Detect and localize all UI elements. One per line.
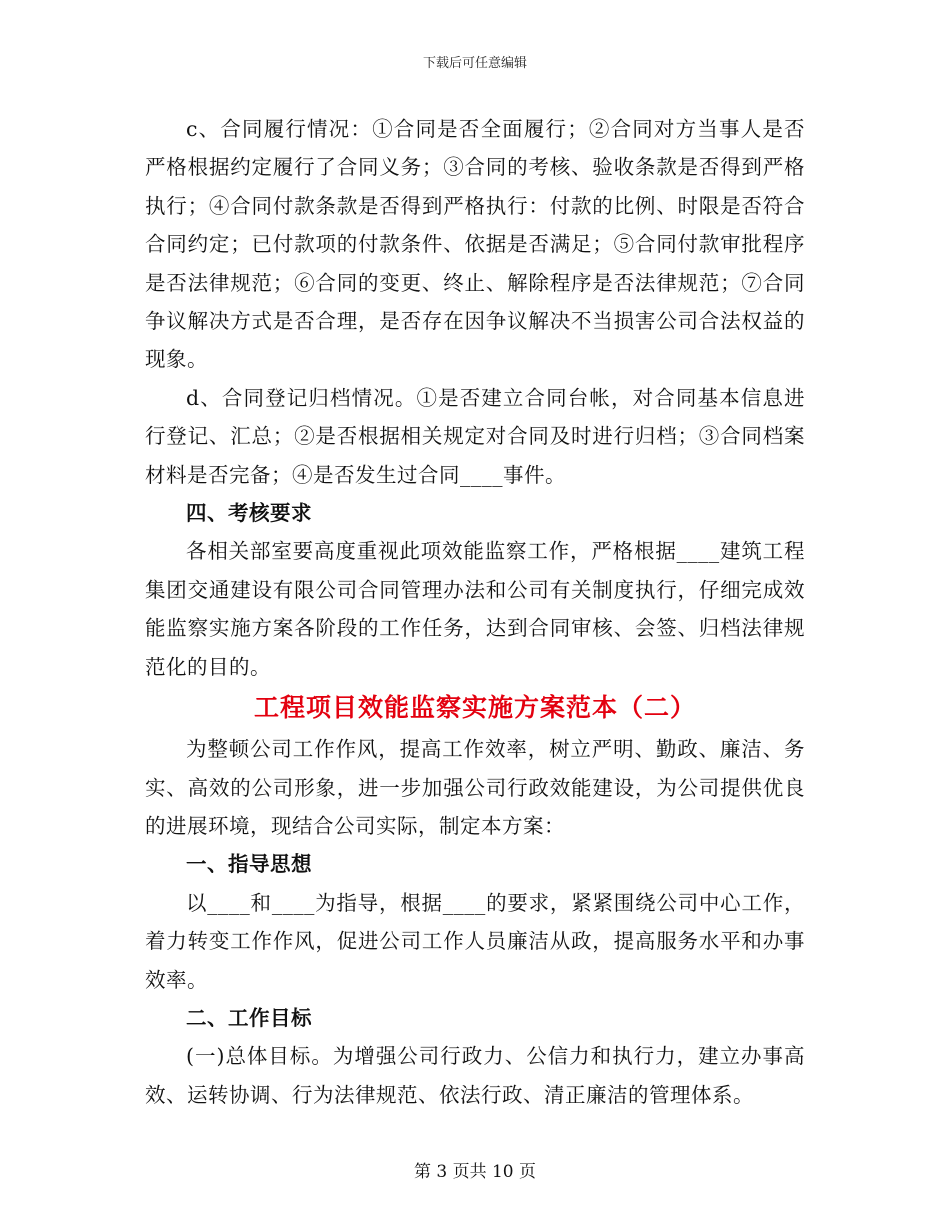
header-note: 下载后可任意编辑 bbox=[422, 56, 527, 71]
heading-guiding-ideology: 一、指导思想 bbox=[186, 852, 312, 877]
paragraph-contract-performance: c、合同履行情况：①合同是否全面履行；②合同对方当事人是否严格根据约定履行了合同义务；③合同的考核、验收条款是否得到严格执行；④合同付款条款是否得到严格执行：付款的比例、时限是否符合合同约定；已付款项的付款条件、依据是否满足；⑤合同付款审批程序是否法律规范；⑥合同的变更、终止、解除程序是否法律规范；⑦合同争议解决方式是否合理，是否存在因争议解决不当损害公司合法权益的现象。 bbox=[145, 117, 805, 372]
page-number: 第 3 页共 10 页 bbox=[413, 1162, 537, 1182]
paragraph-contract-archiving: d、合同登记归档情况。①是否建立合同台帐，对合同基本信息进行登记、汇总；②是否根据相关规定对合同及时进行归档；③合同档案材料是否完备；④是否发生过合同____事件。 bbox=[145, 385, 805, 487]
paragraph-work-goals: (一)总体目标。为增强公司行政力、公信力和执行力，建立办事高效、运转协调、行为法律规范、依法行政、清正廉洁的管理体系。 bbox=[145, 1044, 805, 1107]
paragraph-guiding-ideology: 以____和____为指导，根据____的要求，紧紧围绕公司中心工作，着力转变工作作风，促进公司工作人员廉洁从政，提高服务水平和办事效率。 bbox=[145, 890, 805, 992]
paragraph-intro: 为整顿公司工作作风，提高工作效率，树立严明、勤政、廉洁、务实、高效的公司形象，进一步加强公司行政效能建设，为公司提供优良的进展环境，现结合公司实际，制定本方案： bbox=[145, 737, 805, 838]
section-title: 工程项目效能监察实施方案范本（二） bbox=[253, 693, 696, 723]
document-body bbox=[145, 110, 805, 1114]
paragraph-assessment-requirements: 各相关部室要高度重视此项效能监察工作，严格根据____建筑工程集团交通建设有限公司合同管理办法和公司有关制度执行，仔细完成效能监察实施方案各阶段的工作任务，达到合同审核、会签、归档法律规范化的目的。 bbox=[145, 539, 805, 679]
heading-assessment-requirements: 四、考核要求 bbox=[186, 501, 312, 526]
heading-work-goals: 二、工作目标 bbox=[186, 1005, 312, 1030]
